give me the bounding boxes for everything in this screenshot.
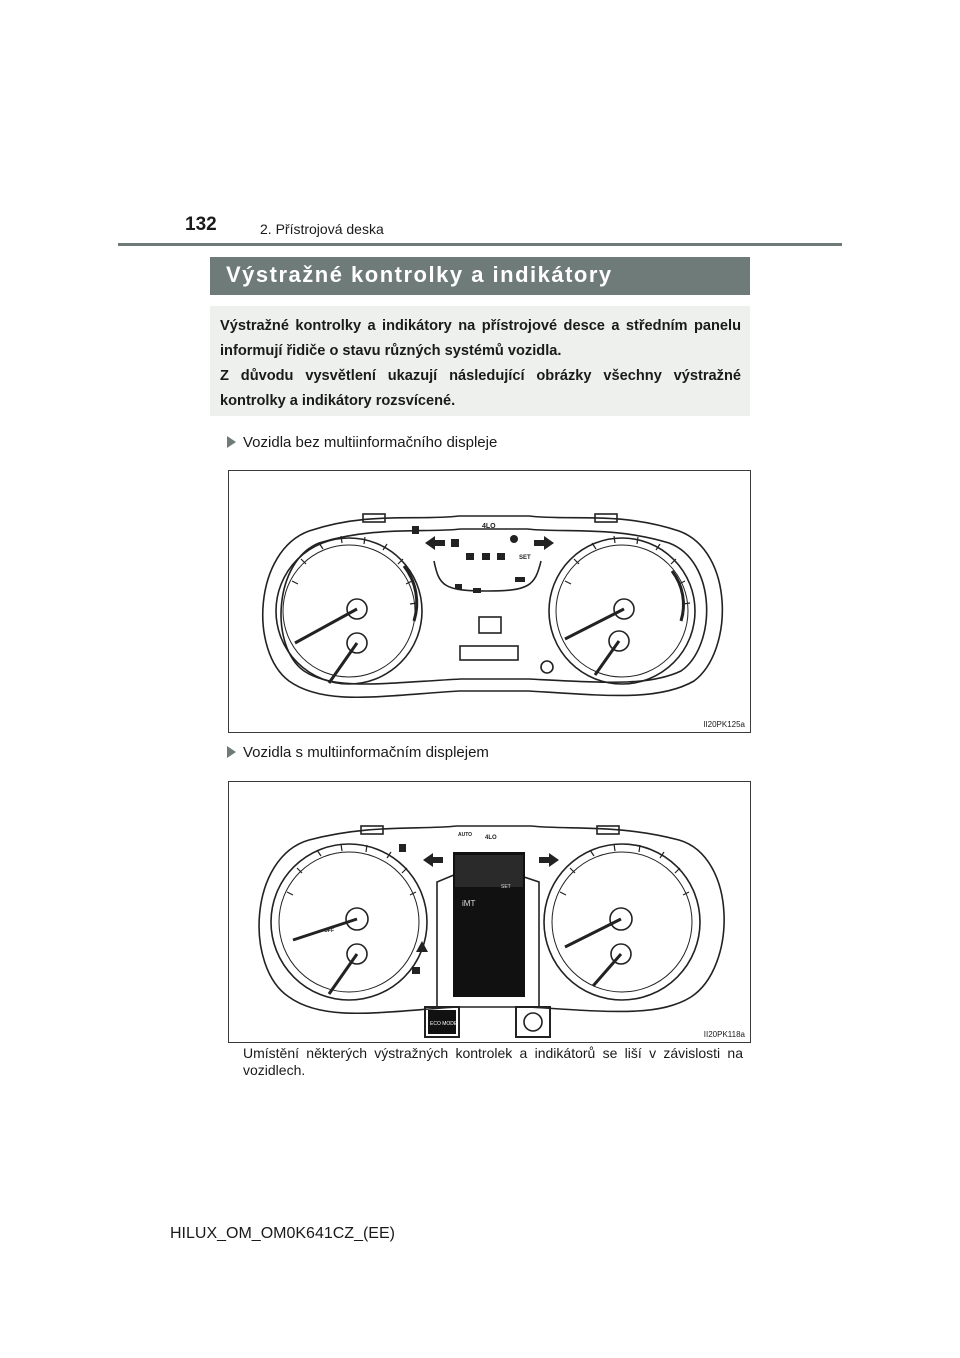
headlight-indicator-icon — [399, 844, 406, 852]
cluster-housing-outline — [263, 516, 723, 697]
instrument-cluster-basic-drawing — [229, 471, 750, 732]
turn-signal-right-icon — [534, 536, 554, 550]
four-lo-indicator-label: 4LO — [485, 835, 497, 841]
eco-mode-label: ECO MODE — [430, 1021, 458, 1027]
temp-gauge-needle — [595, 641, 619, 675]
tachometer-redline-arc — [672, 571, 683, 621]
cruise-indicator-icon — [524, 1013, 542, 1031]
brake-system-icon — [466, 553, 474, 560]
header-rule — [118, 243, 842, 246]
section-title-bar — [210, 257, 750, 295]
turn-signal-right-icon — [539, 853, 559, 867]
variant-note: Umístění některých výstražných kontrolek a indikátorů se liší v závislosti na vozidlech. — [243, 1045, 743, 1078]
parking-brake-icon — [412, 967, 420, 974]
center-panel-outline — [434, 561, 541, 591]
oil-pressure-icon — [455, 584, 462, 589]
tachometer-ticks — [565, 536, 690, 604]
intro-paragraph-2: Z důvodu vysvětlení ukazují následující obrázky všechny výstražné kontrolky a indikátory rozsvícené. — [220, 368, 741, 409]
speedometer-bezel — [283, 545, 415, 677]
page-number: 132 — [185, 214, 217, 235]
mid-top-strip — [455, 855, 523, 887]
turn-signal-left-icon — [423, 853, 443, 867]
bullet-triangle-icon — [227, 436, 236, 448]
cruise-callout-box — [516, 1007, 550, 1037]
figure-caption-2-text: Vozidla s multiinformačním displejem — [243, 744, 489, 761]
section-title: Výstražné kontrolky a indikátory — [226, 262, 613, 287]
trip-reset-knob — [541, 661, 553, 673]
abs-indicator-icon — [482, 553, 490, 560]
figure-caption-1 — [227, 434, 497, 451]
turn-signal-left-icon — [425, 536, 445, 550]
parking-brake-icon — [497, 553, 505, 560]
tachometer-needle — [565, 609, 624, 639]
cruise-control-icon — [510, 535, 518, 543]
center-indicator-window — [479, 617, 501, 633]
imt-display-label: iMT — [462, 899, 476, 908]
odometer-display — [460, 646, 518, 660]
figure-code-1: II20PK125a — [703, 720, 745, 729]
tachometer-dial — [544, 844, 700, 1000]
set-indicator-label: SET — [501, 884, 511, 890]
speedometer-hub — [346, 908, 368, 930]
off-indicator-label: OFF — [324, 928, 334, 934]
footer-doc-id: HILUX_OM_OM0K641CZ_(EE) — [170, 1225, 395, 1242]
tachometer-bezel — [552, 852, 692, 992]
tachometer-needle — [565, 919, 621, 947]
set-indicator-label: SET — [519, 555, 531, 561]
temp-gauge-needle — [593, 954, 621, 986]
four-lo-indicator-label: 4LO — [482, 523, 496, 530]
charging-system-icon — [473, 588, 481, 593]
figure-instrument-cluster-mid — [228, 781, 751, 1043]
figure-code-2: II20PK118a — [703, 1030, 745, 1039]
engine-temp-icon — [515, 577, 525, 582]
seatbelt-indicator-icon — [451, 539, 459, 547]
figure-caption-2 — [227, 744, 489, 761]
intro-paragraph-1: Výstražné kontrolky a indikátory na přístrojové desce a středním panelu informují řidiče o stavu různých systémů vozidla. — [220, 318, 741, 359]
headlight-indicator-icon — [412, 526, 419, 534]
figure-instrument-cluster-basic — [228, 470, 751, 733]
master-warning-icon — [416, 941, 428, 952]
intro-box — [210, 306, 750, 416]
indicator-symbols — [412, 526, 554, 593]
speedometer-redline-arc — [404, 566, 417, 621]
speedometer-dial — [276, 538, 422, 684]
instrument-cluster-mid-drawing — [229, 782, 750, 1042]
speedometer-ticks — [292, 536, 417, 604]
bullet-triangle-icon — [227, 746, 236, 758]
chapter-title: 2. Přístrojová deska — [260, 221, 384, 237]
gauge-ticks — [292, 536, 690, 604]
figure-caption-1-text: Vozidla bez multiinformačního displeje — [243, 434, 498, 451]
auto-indicator-label: AUTO — [458, 832, 473, 838]
fuel-gauge-needle — [329, 954, 357, 994]
